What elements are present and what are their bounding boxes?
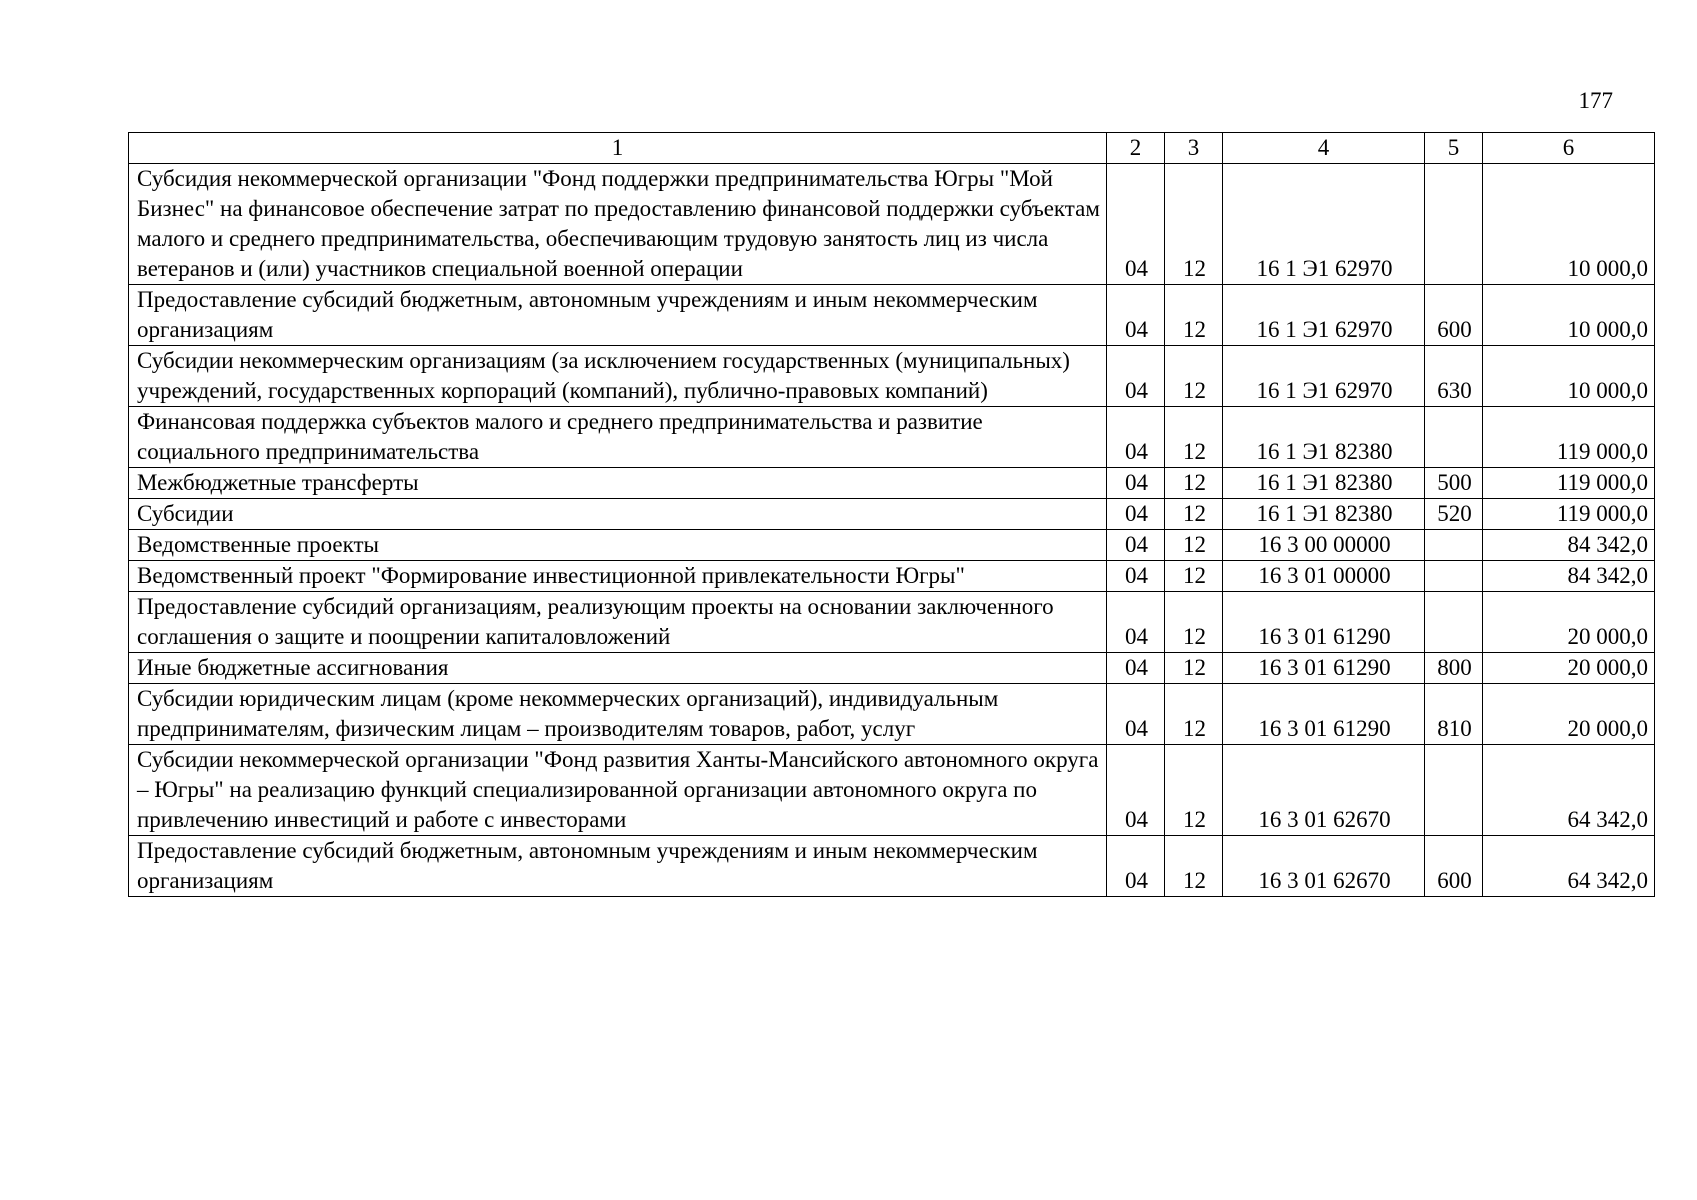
row-subsection: 12 [1165,530,1223,561]
row-group: 800 [1425,653,1483,684]
row-amount: 10 000,0 [1483,164,1655,285]
row-section: 04 [1107,346,1165,407]
row-subsection: 12 [1165,285,1223,346]
table-row [129,346,1655,407]
row-amount: 20 000,0 [1483,653,1655,684]
page-number: 177 [1578,88,1613,113]
table-row [129,530,1655,561]
row-subsection: 12 [1165,653,1223,684]
row-section: 04 [1107,561,1165,592]
row-name: Субсидии некоммерческой организации "Фонд развития Ханты-Мансийского автономного округа – Югры" на реализацию функций специализированной организации автономного округа по привлечению инвестиций и работе с инвесторами [129,745,1107,836]
row-code: 16 1 Э1 62970 [1223,285,1425,346]
row-code: 16 3 01 62670 [1223,836,1425,897]
row-code: 16 1 Э1 62970 [1223,164,1425,285]
row-group: 500 [1425,468,1483,499]
row-amount: 10 000,0 [1483,285,1655,346]
row-group [1425,530,1483,561]
row-code: 16 1 Э1 82380 [1223,499,1425,530]
row-amount: 20 000,0 [1483,592,1655,653]
row-group: 810 [1425,684,1483,745]
row-name: Иные бюджетные ассигнования [129,653,1107,684]
row-group: 520 [1425,499,1483,530]
row-group [1425,745,1483,836]
row-group: 600 [1425,836,1483,897]
row-amount: 84 342,0 [1483,561,1655,592]
row-section: 04 [1107,285,1165,346]
row-name: Ведомственный проект "Формирование инвестиционной привлекательности Югры" [129,561,1107,592]
column-header-4: 4 [1223,133,1425,164]
row-code: 16 3 01 61290 [1223,653,1425,684]
table-row [129,468,1655,499]
column-header-2: 2 [1107,133,1165,164]
header-row [129,133,1655,164]
row-group [1425,164,1483,285]
row-amount: 64 342,0 [1483,745,1655,836]
row-name: Финансовая поддержка субъектов малого и среднего предпринимательства и развитие социального предпринимательства [129,407,1107,468]
column-header-1: 1 [129,133,1107,164]
row-amount: 64 342,0 [1483,836,1655,897]
row-section: 04 [1107,836,1165,897]
row-section: 04 [1107,530,1165,561]
row-name: Предоставление субсидий бюджетным, автономным учреждениям и иным некоммерческим организациям [129,836,1107,897]
row-code: 16 1 Э1 82380 [1223,407,1425,468]
budget-table [128,132,1655,897]
row-code: 16 3 01 00000 [1223,561,1425,592]
row-section: 04 [1107,407,1165,468]
row-section: 04 [1107,499,1165,530]
row-group [1425,561,1483,592]
row-section: 04 [1107,164,1165,285]
row-group [1425,592,1483,653]
table-row [129,592,1655,653]
table-row [129,745,1655,836]
row-section: 04 [1107,592,1165,653]
table-row [129,561,1655,592]
row-group [1425,407,1483,468]
row-name: Межбюджетные трансферты [129,468,1107,499]
table-row [129,653,1655,684]
row-amount: 119 000,0 [1483,499,1655,530]
row-code: 16 3 00 00000 [1223,530,1425,561]
row-amount: 20 000,0 [1483,684,1655,745]
table-row [129,164,1655,285]
table-row [129,285,1655,346]
column-header-6: 6 [1483,133,1655,164]
row-group: 600 [1425,285,1483,346]
row-amount: 10 000,0 [1483,346,1655,407]
row-subsection: 12 [1165,499,1223,530]
row-name: Субсидии некоммерческим организациям (за исключением государственных (муниципальных) учреждений, государственных корпораций (компаний), публично-правовых компаний) [129,346,1107,407]
row-name: Субсидии юридическим лицам (кроме некоммерческих организаций), индивидуальным предпринимателям, физическим лицам – производителям товаров, работ, услуг [129,684,1107,745]
row-name: Субсидии [129,499,1107,530]
row-subsection: 12 [1165,164,1223,285]
row-amount: 119 000,0 [1483,468,1655,499]
row-code: 16 3 01 62670 [1223,745,1425,836]
table-row [129,407,1655,468]
row-name: Предоставление субсидий организациям, реализующим проекты на основании заключенного соглашения о защите и поощрении капиталовложений [129,592,1107,653]
row-subsection: 12 [1165,592,1223,653]
row-code: 16 1 Э1 82380 [1223,468,1425,499]
row-subsection: 12 [1165,836,1223,897]
row-subsection: 12 [1165,745,1223,836]
table-row [129,836,1655,897]
row-code: 16 3 01 61290 [1223,684,1425,745]
table-row [129,499,1655,530]
row-section: 04 [1107,653,1165,684]
column-header-3: 3 [1165,133,1223,164]
row-amount: 84 342,0 [1483,530,1655,561]
row-group: 630 [1425,346,1483,407]
column-header-5: 5 [1425,133,1483,164]
table-row [129,684,1655,745]
row-amount: 119 000,0 [1483,407,1655,468]
row-name: Ведомственные проекты [129,530,1107,561]
row-section: 04 [1107,745,1165,836]
row-section: 04 [1107,468,1165,499]
row-subsection: 12 [1165,684,1223,745]
row-name: Субсидия некоммерческой организации "Фонд поддержки предпринимательства Югры "Мой Бизнес" на финансовое обеспечение затрат по предоставлению финансовой поддержки субъектам малого и среднего предпринимательства, обеспечивающим трудовую занятость лиц из числа ветеранов и (или) участников специальной военной операции [129,164,1107,285]
row-code: 16 1 Э1 62970 [1223,346,1425,407]
row-code: 16 3 01 61290 [1223,592,1425,653]
row-subsection: 12 [1165,346,1223,407]
row-subsection: 12 [1165,468,1223,499]
row-subsection: 12 [1165,561,1223,592]
row-name: Предоставление субсидий бюджетным, автономным учреждениям и иным некоммерческим организациям [129,285,1107,346]
row-subsection: 12 [1165,407,1223,468]
row-section: 04 [1107,684,1165,745]
